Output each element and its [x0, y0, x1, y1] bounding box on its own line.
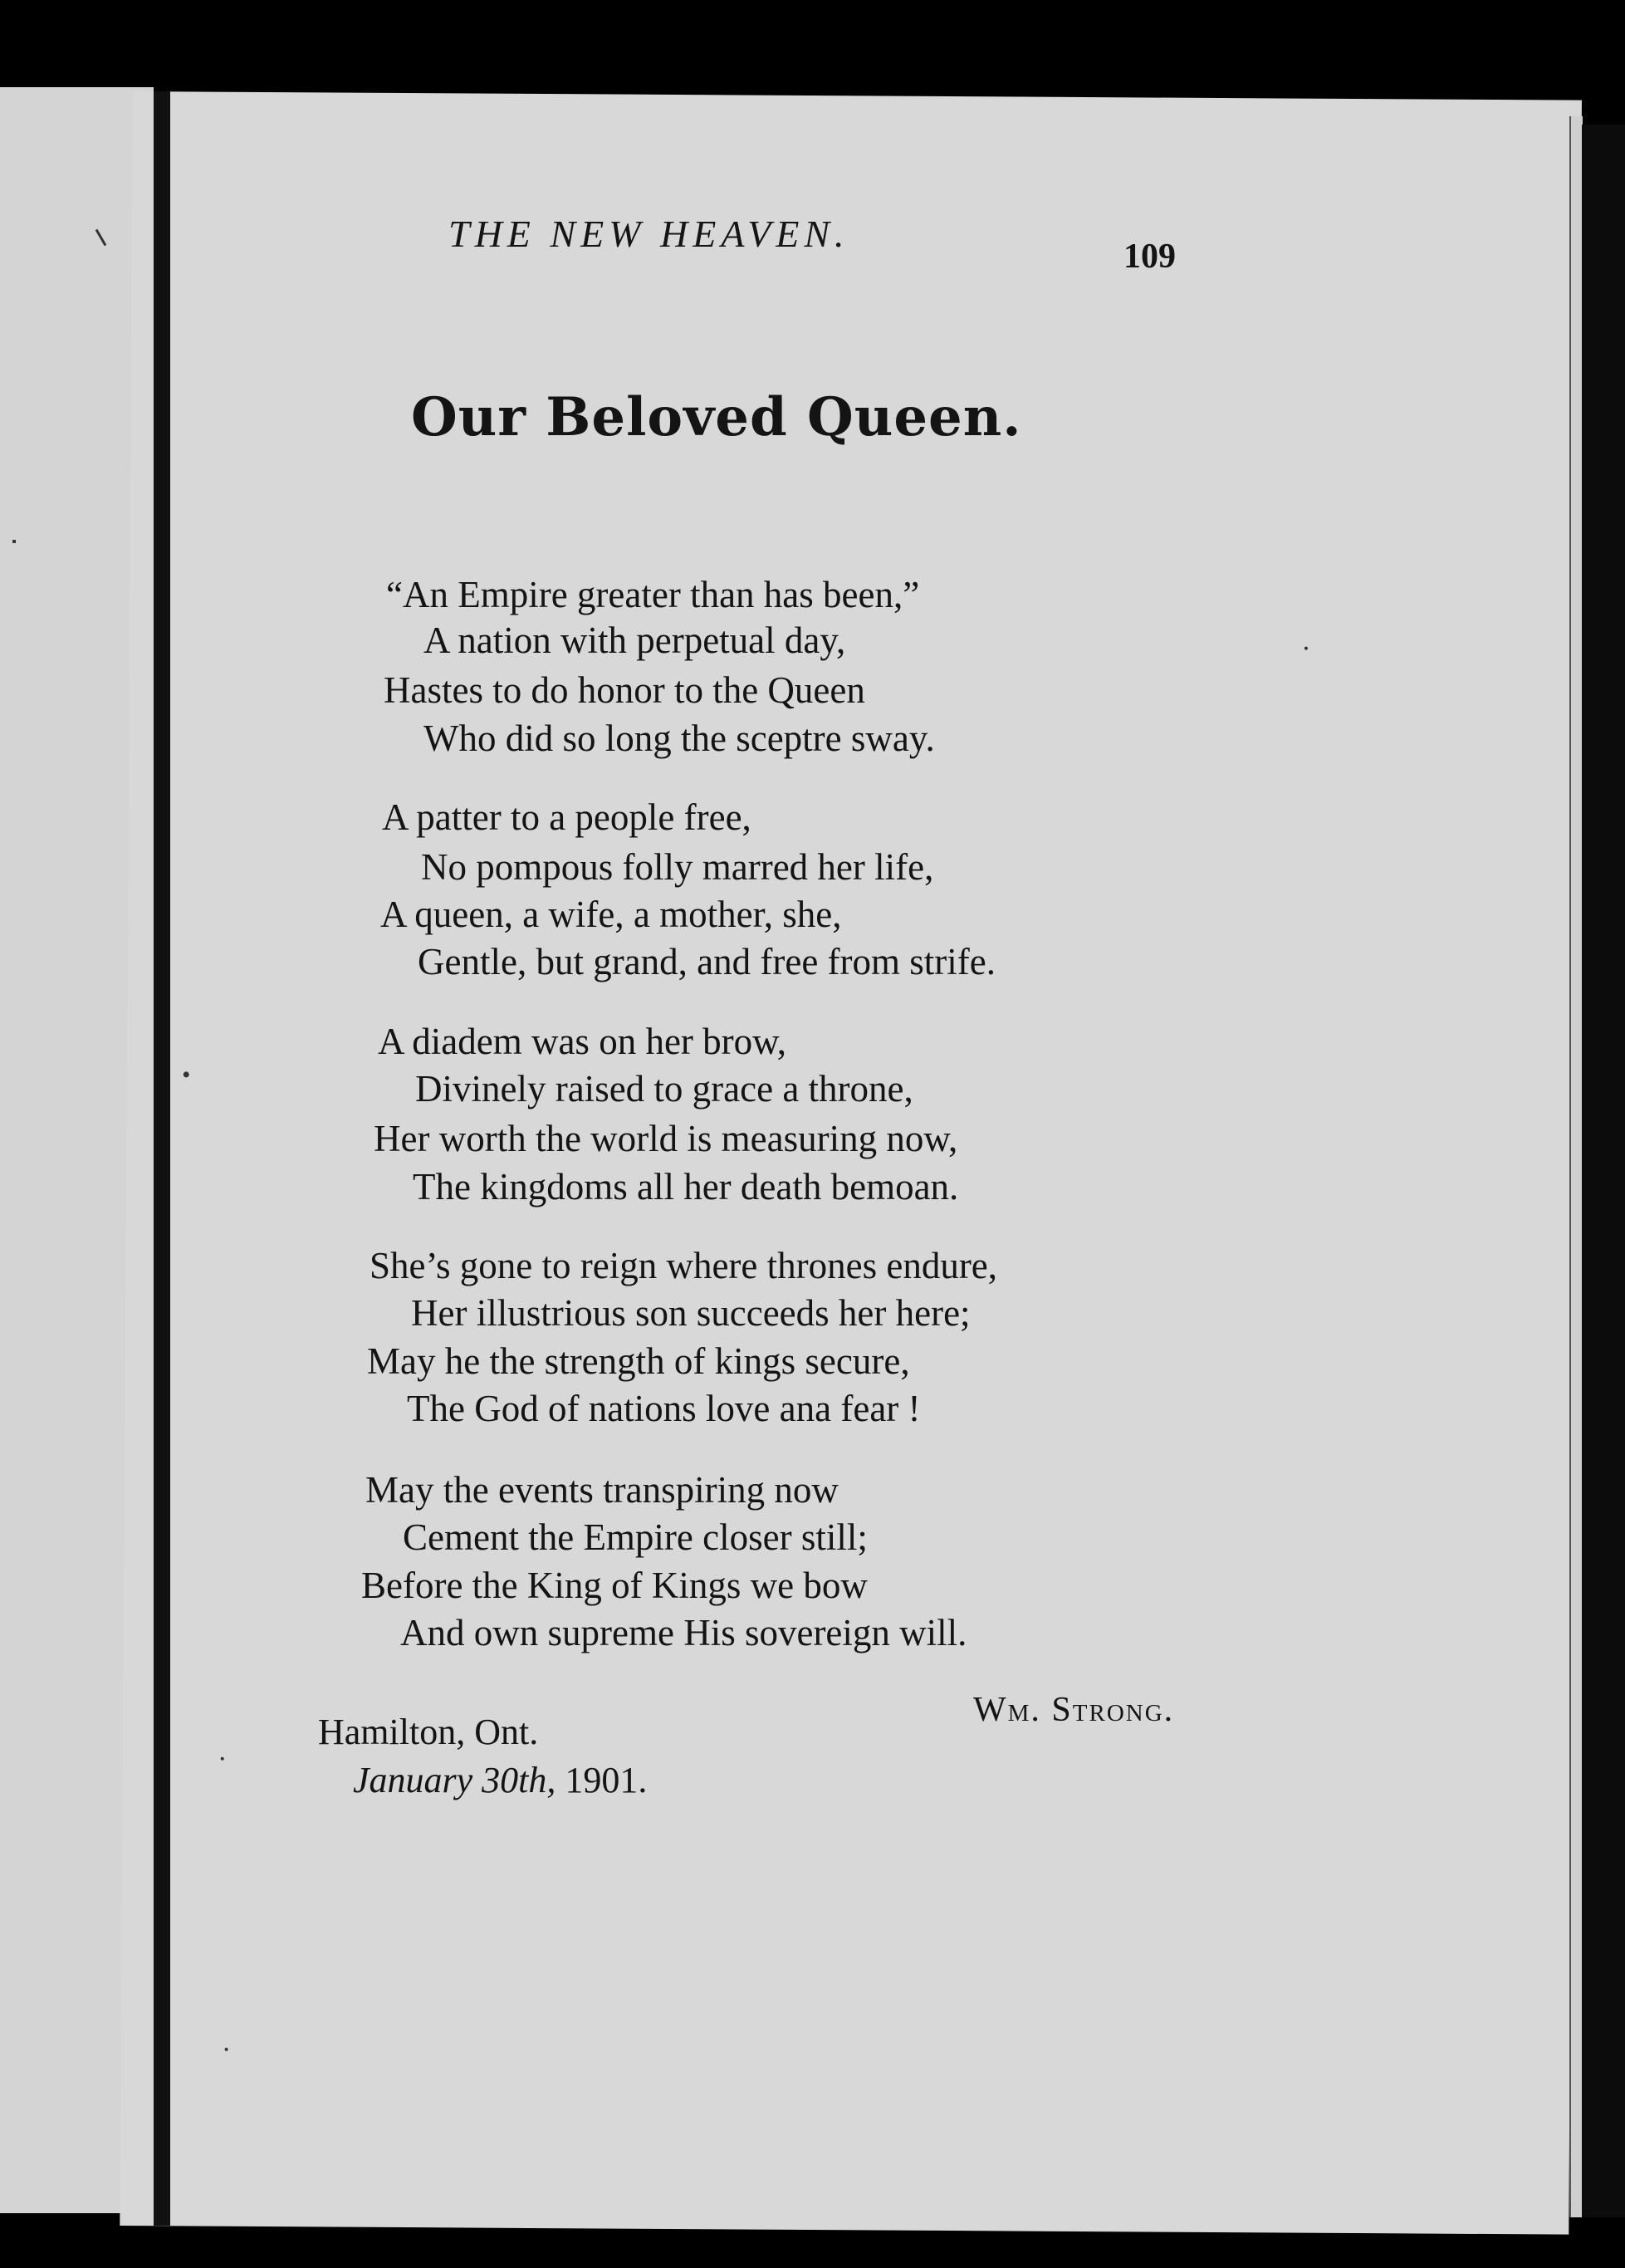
- author-signature: Wm. Strong.: [973, 1691, 1175, 1729]
- poem-line: Before the King of Kings we bow: [361, 1565, 868, 1606]
- page-speck: [12, 540, 16, 543]
- poem-line: Who did so long the sceptre sway.: [423, 718, 935, 759]
- poem-line: Divinely raised to grace a throne,: [415, 1068, 913, 1110]
- poem-line: And own supreme His sovereign will.: [400, 1612, 967, 1653]
- book-gutter: [154, 91, 170, 2226]
- poem-line: Her worth the world is measuring now,: [374, 1118, 958, 1159]
- poem-line: Gentle, but grand, and free from strife.: [418, 941, 996, 982]
- poem-line: Her illustrious son succeeds her here;: [411, 1292, 971, 1334]
- page-speck: [95, 229, 107, 247]
- poem-line: No pompous folly marred her life,: [421, 846, 934, 888]
- poem-line: Hastes to do honor to the Queen: [384, 669, 865, 711]
- poem-line: Cement the Empire closer still;: [403, 1516, 868, 1558]
- page-speck: [184, 1071, 189, 1077]
- page-speck: [1304, 647, 1308, 650]
- running-head: THE NEW HEAVEN.: [448, 213, 849, 255]
- poem-title: Our Beloved Queen.: [411, 386, 1022, 448]
- poem-line: A queen, a wife, a mother, she,: [380, 894, 842, 935]
- date-line: [353, 1759, 647, 1801]
- page-speck: [225, 2048, 228, 2051]
- poem-line: May he the strength of kings secure,: [367, 1340, 910, 1382]
- poem-line: The kingdoms all her death bemoan.: [413, 1166, 959, 1207]
- page-edge: [1569, 116, 1583, 2217]
- poem-line: She’s gone to reign where thrones endure,: [370, 1245, 998, 1286]
- page-number: 109: [1123, 238, 1176, 276]
- date-month: January 30th,: [353, 1760, 556, 1800]
- poem-line: A nation with perpetual day,: [423, 620, 846, 661]
- poem-line: The God of nations love ana fear !: [407, 1388, 921, 1429]
- poem-line: A patter to a people free,: [382, 796, 751, 838]
- poem-line: “An Empire greater than has been,”: [386, 574, 920, 615]
- poem-line: May the events transpiring now: [365, 1469, 839, 1511]
- scan-border: [1582, 125, 1625, 2217]
- page-speck: [221, 1757, 224, 1761]
- poem-line: A diadem was on her brow,: [378, 1021, 786, 1062]
- place-line: Hamilton, Ont.: [318, 1712, 539, 1752]
- date-year: 1901.: [556, 1760, 648, 1800]
